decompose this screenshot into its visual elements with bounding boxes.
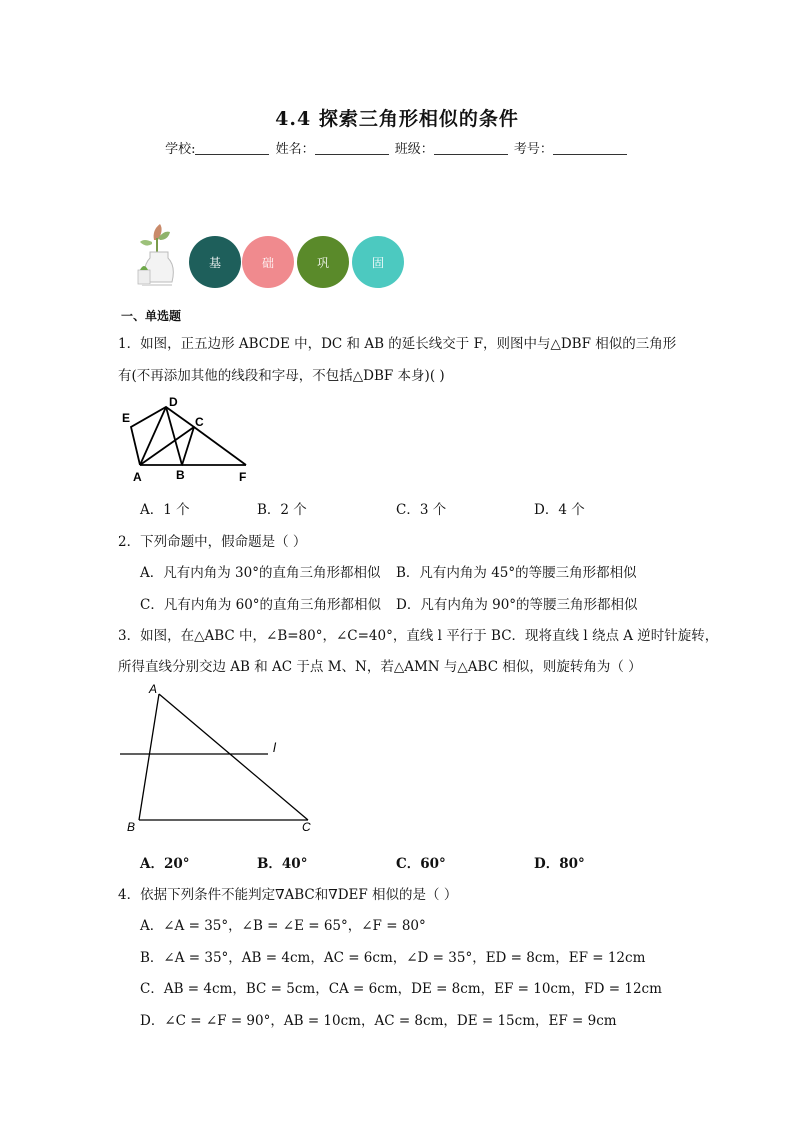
q1-label-e: E: [122, 411, 131, 425]
badge-chu: [242, 236, 294, 288]
q4-option-b[interactable]: B．∠A = 35°，AB = 4cm，AC = 6cm，∠D = 35°，ED = 8cm，EF = 12cm: [140, 950, 646, 966]
q1-stem-line2: 有(不再添加其他的线段和字母，不包括△DBF 本身)( ): [118, 368, 445, 384]
school-blank[interactable]: [195, 142, 269, 155]
class-blank[interactable]: [434, 142, 508, 155]
q1-option-a[interactable]: A．1 个: [140, 502, 190, 518]
school-label: 学校:: [165, 142, 196, 157]
section-heading: 一、单选题: [121, 309, 182, 323]
name-blank[interactable]: [315, 142, 389, 155]
q4-stem: 4．依据下列条件不能判定∇ABC和∇DEF 相似的是（ ）: [118, 887, 458, 903]
badge-gu: [352, 236, 404, 288]
class-label: 班级：: [394, 142, 434, 157]
q1-label-d: D: [169, 395, 178, 409]
badge-ji-label: 基: [208, 255, 221, 270]
q3-stem-line2: 所得直线分别交边 AB 和 AC 于点 M、N，若△AMN 与△ABC 相似，则旋转角为（ ）: [118, 659, 642, 675]
q3-triangle-figure: [116, 680, 326, 838]
q1-option-b[interactable]: B．2 个: [257, 502, 307, 518]
q3-label-a: A: [149, 682, 158, 696]
q1-label-f: F: [239, 470, 247, 484]
q1-option-c[interactable]: C．3 个: [396, 502, 447, 518]
badge-gong: [297, 236, 349, 288]
q2-option-a[interactable]: A．凡有内角为 30°的直角三角形都相似: [140, 565, 381, 581]
q3-label-b: B: [127, 820, 136, 834]
q3-option-d[interactable]: D．80°: [534, 856, 585, 872]
q4-option-c[interactable]: C．AB = 4cm，BC = 5cm，CA = 6cm，DE = 8cm，EF = 10cm，FD = 12cm: [140, 981, 662, 997]
q3-option-a[interactable]: A．20°: [140, 856, 190, 872]
q3-label-l: l: [273, 740, 276, 755]
q2-option-b[interactable]: B．凡有内角为 45°的等腰三角形都相似: [396, 565, 637, 581]
q1-label-b: B: [176, 468, 185, 482]
q3-label-c: C: [302, 820, 311, 834]
q3-stem-line1: 3．如图，在△ABC 中，∠B=80°，∠C=40°，直线 l 平行于 BC．现将直线 l 绕点 A 逆时针旋转，: [118, 628, 719, 644]
q4-option-a[interactable]: A．∠A = 35°，∠B = ∠E = 65°，∠F = 80°: [140, 918, 426, 934]
name-label: 姓名：: [275, 142, 315, 157]
badge-gu-label: 固: [371, 255, 384, 270]
badge-chu-label: 础: [261, 255, 274, 270]
student-info-row: [0, 138, 794, 157]
q3-option-b[interactable]: B．40°: [257, 856, 308, 872]
q2-option-c[interactable]: C．凡有内角为 60°的直角三角形都相似: [140, 597, 382, 613]
badge-ji: [189, 236, 241, 288]
q2-option-d[interactable]: D．凡有内角为 90°的等腰三角形都相似: [396, 597, 638, 613]
q2-stem: 2．下列命题中，假命题是（ ）: [118, 534, 307, 550]
q1-pentagon-figure: [118, 395, 258, 487]
page-title: 4.4 探索三角形相似的条件: [275, 108, 519, 130]
q1-label-a: A: [133, 470, 142, 484]
id-label: 考号：: [513, 142, 553, 157]
q1-stem-line1: 1．如图，正五边形 ABCDE 中，DC 和 AB 的延长线交于 F，则图中与△DBF 相似的三角形: [118, 336, 677, 352]
q3-option-c[interactable]: C．60°: [396, 856, 446, 872]
q1-label-c: C: [195, 415, 204, 429]
plant-vase-icon: [134, 222, 180, 288]
q1-option-d[interactable]: D．4 个: [534, 502, 585, 518]
badge-gong-label: 巩: [316, 255, 329, 270]
q4-option-d[interactable]: D．∠C = ∠F = 90°，AB = 10cm，AC = 8cm，DE = 15cm，EF = 9cm: [140, 1013, 617, 1029]
id-blank[interactable]: [553, 142, 627, 155]
